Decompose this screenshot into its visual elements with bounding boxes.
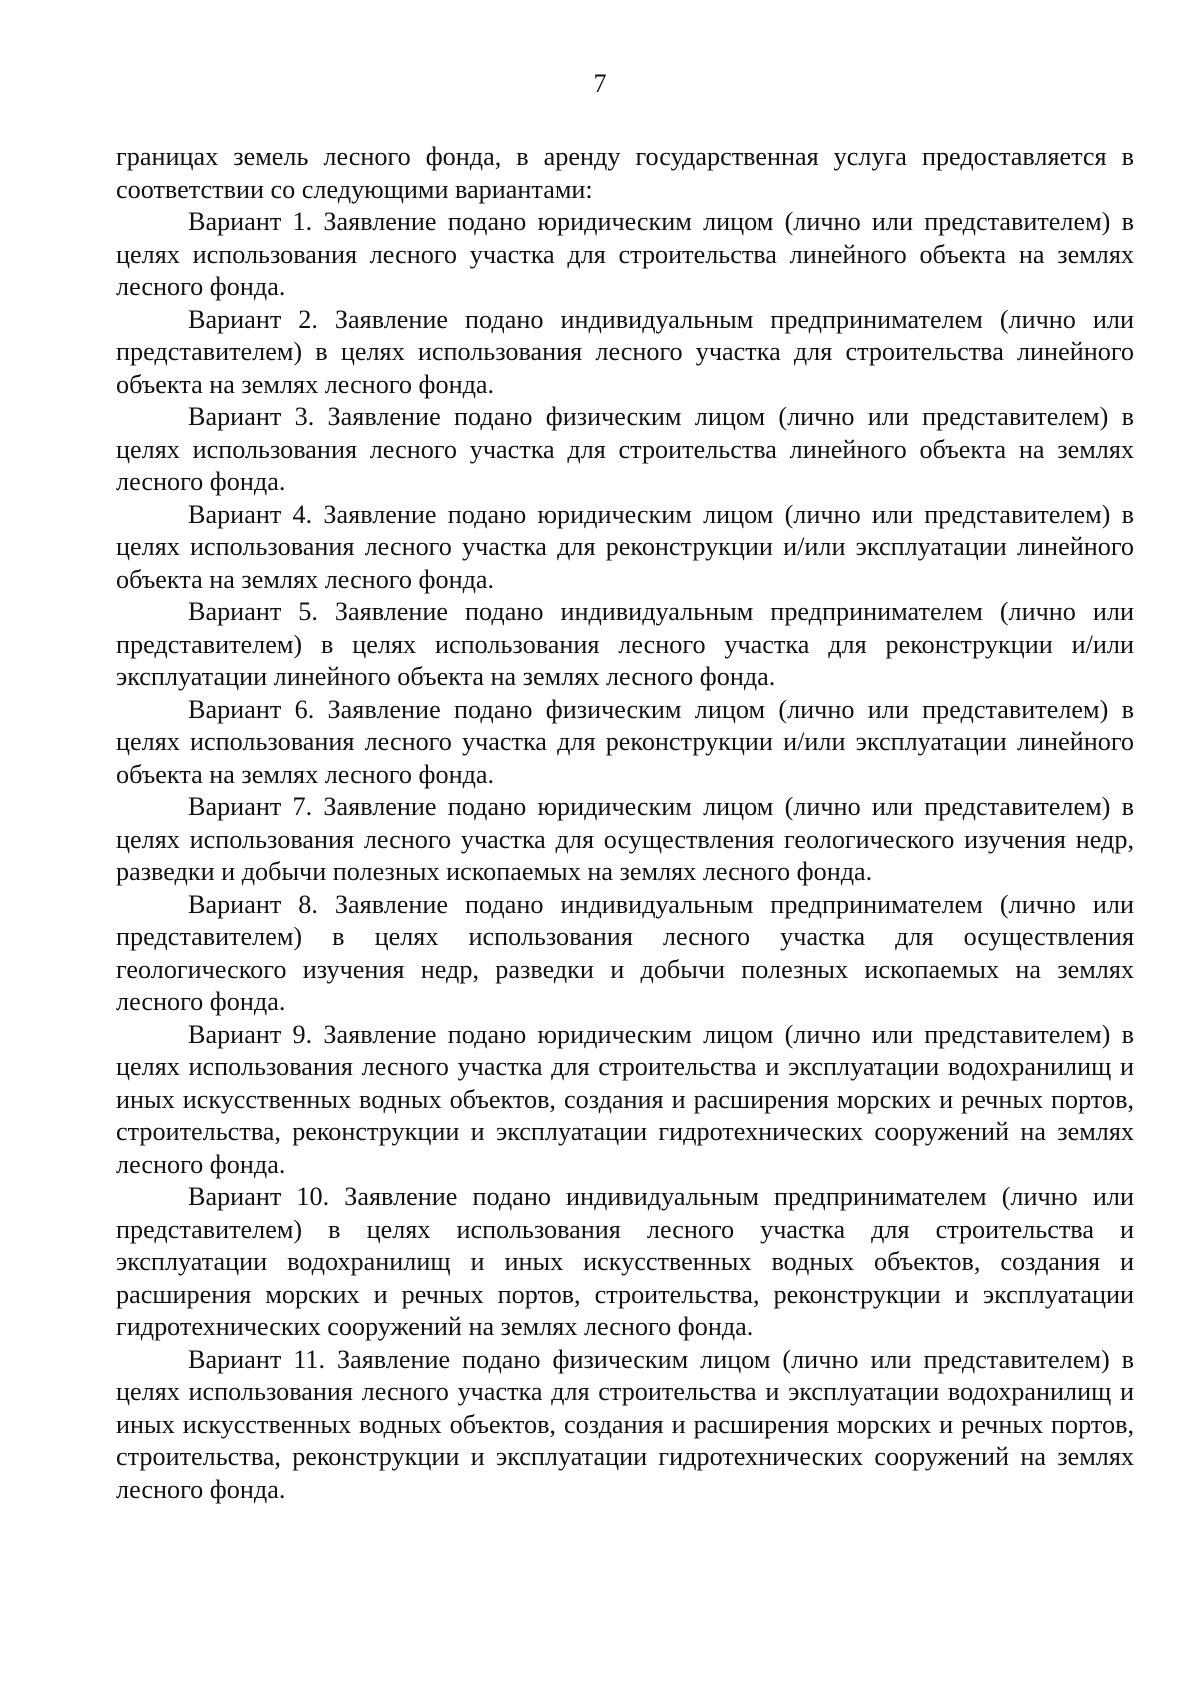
variant-3-paragraph: Вариант 3. Заявление подано физическим лицом (лично или представителем) в целях использования лесного участка для строительства линейного объекта на землях лесного фонда. <box>116 402 1134 496</box>
variant-10-paragraph: Вариант 10. Заявление подано индивидуальным предпринимателем (лично или представителем) в целях использования лесного участка для строительства и эксплуатации водохранилищ и иных искусственных водных объектов, создания и расширения морских и речных портов, строительства, реконструкции и эксплуатации гидротехнических сооружений на землях лесного фонда. <box>116 1182 1134 1341</box>
variant-4-paragraph: Вариант 4. Заявление подано юридическим лицом (лично или представителем) в целях использования лесного участка для реконструкции и/или эксплуатации линейного объекта на землях лесного фонда. <box>116 499 1134 594</box>
variant-8-paragraph: Вариант 8. Заявление подано индивидуальным предпринимателем (лично или представителем) в целях использования лесного участка для осуществления геологического изучения недр, разведки и добычи полезных ископаемых на землях лесного фонда. <box>116 889 1134 1016</box>
page-number: 7 <box>593 69 607 98</box>
variant-11-paragraph: Вариант 11. Заявление подано физическим лицом (лично или представителем) в целях использования лесного участка для строительства и эксплуатации водохранилищ и иных искусственных водных объектов, создания и расширения морских и речных портов, строительства, реконструкции и эксплуатации гидротехнических сооружений на землях лесного фонда. <box>116 1344 1134 1504</box>
variant-9-paragraph: Вариант 9. Заявление подано юридическим лицом (лично или представителем) в целях использования лесного участка для строительства и эксплуатации водохранилищ и иных искусственных водных объектов, создания и расширения морских и речных портов, строительства, реконструкции и эксплуатации гидротехнических сооружений на землях лесного фонда. <box>116 1019 1134 1179</box>
variant-6-paragraph: Вариант 6. Заявление подано физическим лицом (лично или представителем) в целях использования лесного участка для реконструкции и/или эксплуатации линейного объекта на землях лесного фонда. <box>116 694 1134 789</box>
intro-paragraph: границах земель лесного фонда, в аренду государственная услуга предоставляется в соответствии со следующими вариантами: <box>116 142 1134 204</box>
variant-7-paragraph: Вариант 7. Заявление подано юридическим лицом (лично или представителем) в целях использования лесного участка для осуществления геологического изучения недр, разведки и добычи полезных ископаемых на землях лесного фонда. <box>116 792 1134 886</box>
variant-2-paragraph: Вариант 2. Заявление подано индивидуальным предпринимателем (лично или представителем) в целях использования лесного участка для строительства линейного объекта на землях лесного фонда. <box>116 304 1134 399</box>
document-body <box>116 141 1134 1506</box>
variant-5-paragraph: Вариант 5. Заявление подано индивидуальным предпринимателем (лично или представителем) в целях использования лесного участка для реконструкции и/или эксплуатации линейного объекта на землях лесного фонда. <box>116 597 1134 691</box>
variant-1-paragraph: Вариант 1. Заявление подано юридическим лицом (лично или представителем) в целях использования лесного участка для строительства линейного объекта на землях лесного фонда. <box>116 207 1134 301</box>
